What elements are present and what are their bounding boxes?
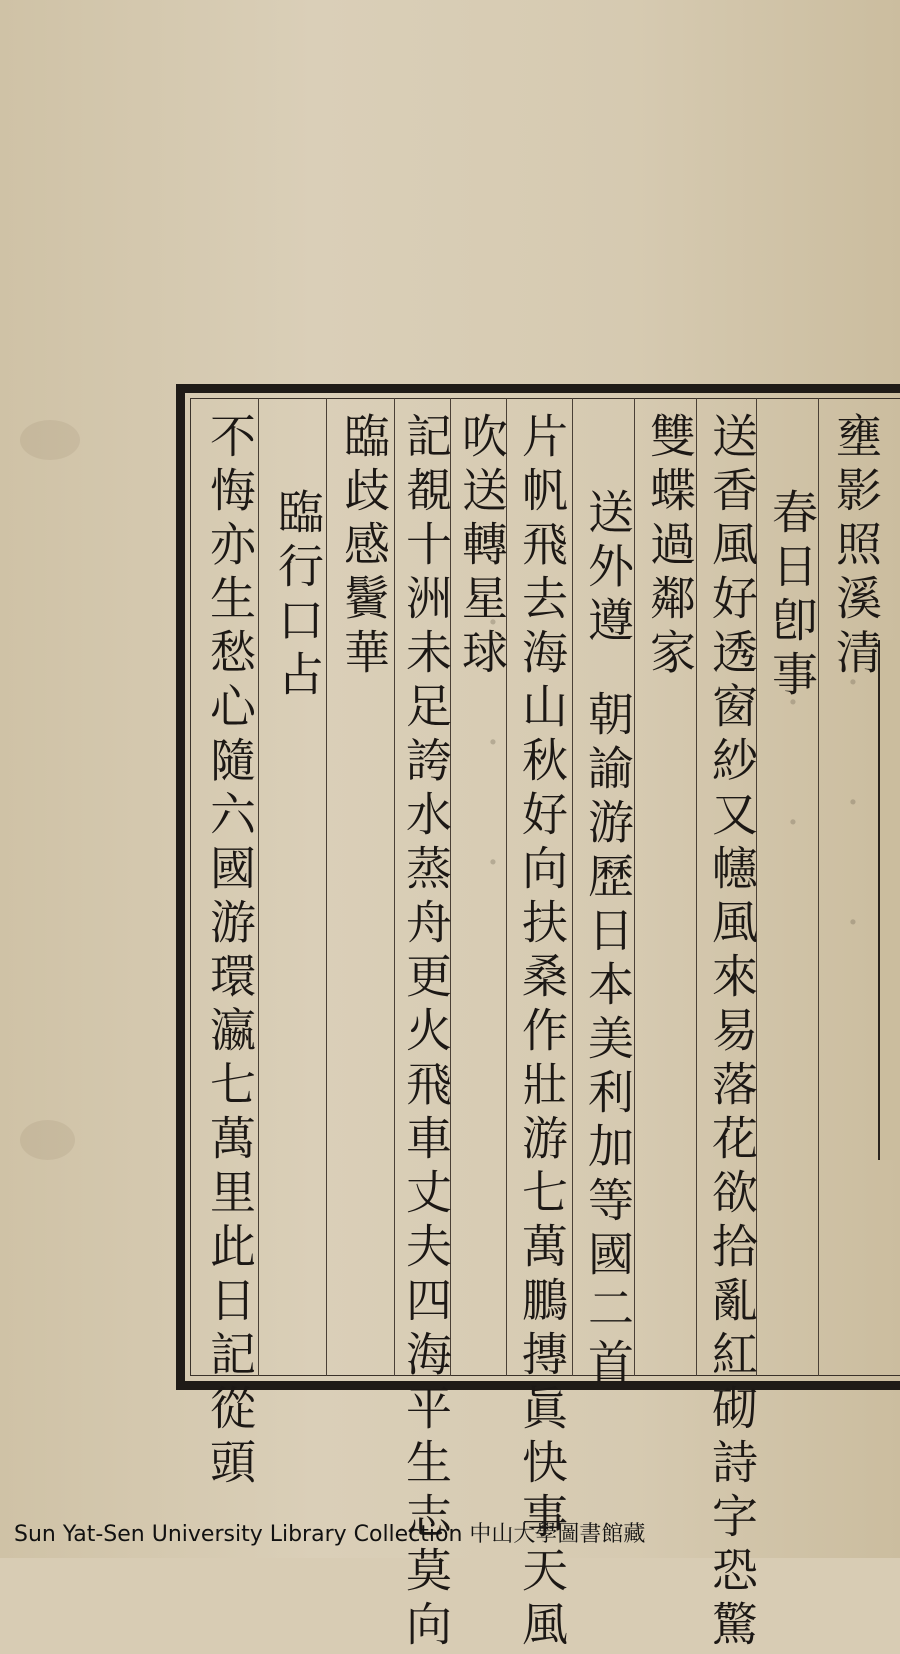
text-column-9 bbox=[334, 412, 394, 682]
column-text: 春日卽事 bbox=[765, 488, 819, 704]
text-column-6 bbox=[512, 412, 572, 1654]
text-column-4 bbox=[640, 412, 700, 682]
show-through-texture: · · · bbox=[470, 600, 516, 900]
column-text: 不悔亦生愁心隨六國游環瀛七萬里此日記從頭 bbox=[203, 412, 257, 1492]
text-column-8 bbox=[396, 412, 456, 1654]
column-text: 送香風好透窗紗又幰風來易落花欲拾亂紅砌詩字恐驚 bbox=[705, 412, 759, 1654]
text-column-7 bbox=[452, 412, 512, 682]
column-text: 雙蝶過鄰家 bbox=[643, 412, 697, 682]
column-rule bbox=[572, 398, 573, 1376]
text-column-11 bbox=[200, 412, 260, 1492]
poem-title: 送外遵 bbox=[581, 488, 635, 650]
column-text: 記覩十洲未足誇水蒸舟更火飛車丈夫四海平生志莫向 bbox=[399, 412, 453, 1654]
text-column-3 bbox=[702, 412, 762, 1654]
text-column-10 bbox=[268, 488, 328, 704]
column-text: 臨歧感鬢華 bbox=[337, 412, 391, 682]
show-through-texture: · · · bbox=[830, 660, 876, 960]
paper-stain bbox=[20, 1120, 75, 1160]
show-through-texture: · · bbox=[770, 680, 816, 860]
column-text: 壅影照溪清 bbox=[829, 412, 883, 682]
collection-credit: Sun Yat-Sen University Library Collection 中山大學圖書館藏 bbox=[14, 1522, 646, 1547]
poem-title-subtitle: 朝諭游歷日本美利加等國二首 bbox=[581, 690, 635, 1392]
text-column-2 bbox=[762, 488, 822, 704]
column-text: 吹送轉星球 bbox=[455, 412, 509, 682]
paper-stain bbox=[20, 420, 80, 460]
poem-title: 臨行口占 bbox=[271, 488, 325, 704]
column-rule bbox=[394, 398, 395, 1376]
column-text: 片帆飛去海山秋好向扶桑作壯游七萬鵬摶眞快事天風 bbox=[515, 412, 569, 1654]
text-column-5 bbox=[578, 488, 638, 1392]
text-column-1 bbox=[826, 412, 886, 682]
